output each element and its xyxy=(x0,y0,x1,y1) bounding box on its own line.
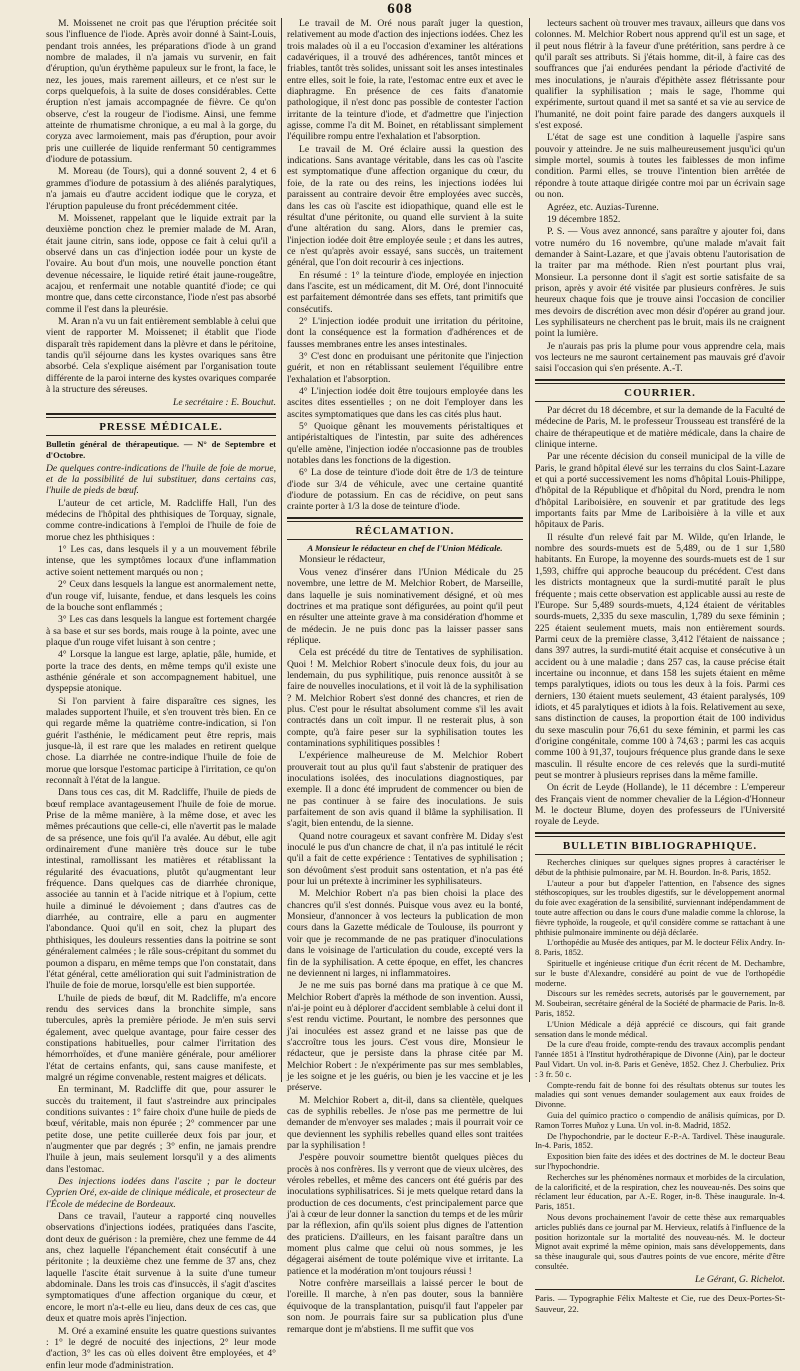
paragraph: 19 décembre 1852. xyxy=(547,213,621,225)
paragraph: 4° L'injection iodée doit être toujours employée dans les ascites dites essentielles ; on ne doit l'employer dans les ascites symptomatiques que dans les cas cités plus haut. xyxy=(287,386,523,420)
column-right xyxy=(535,18,785,1315)
section-title-bibliography: BULLETIN BIBLIOGRAPHIQUE. xyxy=(535,840,785,855)
paragraph: lecteurs sachent où trouver mes travaux, ailleurs que dans vos colonnes. M. Melchior Robert nous apprend qu'il est un sage, et il peut nous flétrir à la faveur d'une prétérition, sans perdre à ce qu'il paraît ses attributs. Si j'étais homme, dit-il, à faire cas des souffrances que j'ai endurées pendant la période d'activité de mes inoculations, je n'aurais d'épithète assez flétrissante pour qualifier la syphilisation ; mais le sage, l'homme qui expérimente, surtout quand il met sa santé et sa vie au service de l'humanité, ne doit point faire parade des dangers auxquels il s'est exposé. xyxy=(535,18,785,132)
paragraph: M. Oré a examiné ensuite les quatre questions suivantes : 1° le degré de nocuité des injections, 2° leur mode d'action, 3° les cas où elles doivent être employées, et 4° enfin leur mode d'administration. xyxy=(46,1325,276,1371)
page-number: 608 xyxy=(387,1,413,17)
paragraph: Guia del químico practico o compendio de análisis químicas, por D. Ramon Torres Muñoz y Luna. Un vol. in-8. Madrid, 1852. xyxy=(535,1110,785,1130)
paragraph: Dans tous ces cas, dit M. Radcliffe, l'huile de pieds de bœuf remplace avantageusement l'huile de foie de morue. Prise de la même manière, à la même dose, et avec les mêmes précautions que celle-ci, elle n'avertit pas le malade de sa présence, une fois qu'il l'a avalée. Au début, elle agit ordinairement d'une manière très douce sur le tube intestinal, ramollissant les matières et rétablissant la régularité des évacuations, plutôt qu'augmentant leur fréquence. Dans quelques cas de diarrhée chronique, associée au tannin et à l'acide nitrique et à l'opium, cette huile a diminué le dévoiement ; dans d'autres cas de diarrhée, au contraire, elle a paru en augmenter l'abondance. Quoi qu'il en soit, chez la plupart des phthisiques, les douleurs ressenties dans la poitrine se sont généralement calmées ; le râle sous-crépitant du sommet du poumon a disparu, en même temps que l'on constatait, dans l'état général, cette amélioration qui suit l'administration de l'huile de foie de morue, lorsqu'elle est bien supportée. xyxy=(46,787,276,992)
paragraph: Nous devons prochainement l'avoir de cette thèse aux remarquables articles publiés dans ce journal par M. Hervieux, relatifs à l'influence de la position horizontale sur la mortalité des nouveau-nés. M. le docteur Mignot avait exprimé la même opinion, mais sans développements, dans sa thèse inaugurale qui, sous d'autres points de vue encore, mérite d'être consultée. xyxy=(535,1212,785,1271)
section-divider xyxy=(46,413,276,418)
letter-continuation xyxy=(535,18,785,375)
paragraph: 6° La dose de teinture d'iode doit être de 1/3 de teinture d'iode sur 3/4 de véhicule, avec une certaine quantité d'iodure de potassium. En cas de récidive, on peut sans crainte porter à 1/3 la dose de teinture d'iode. xyxy=(287,467,523,513)
letter-body xyxy=(287,567,523,1335)
paragraph: Spirituelle et ingénieuse critique d'un écrit récent de M. Dechambre, sur le buste d'Alexandre, considéré au point de vue de l'orthopédie moderne. xyxy=(535,959,785,988)
column-left xyxy=(46,18,276,1371)
paragraph: L'auteur a pour but d'appeler l'attention, en l'absence des signes stéthoscopiques, sur les troubles digestifs, sur le développement anormal du foie avec exagération de la sensibilité, surviennant indépendamment de toute autre affection ou dans le cours d'une maladie comme la chlorose, la fièvre typhoïde, la rougeole, et qu'il considère comme se rattachant à une phthisie pulmonaire imminente ou déjà déclarée. xyxy=(535,878,785,937)
paragraph: Par une récente décision du conseil municipal de la ville de Paris, le grand hôpital élevé sur les terrains du clos Saint-Lazare et qui a porté successivement les noms d'hôpital Louis-Philippe, d'hôpital de la République et d'hôpital du Nord, prendra le nom d'hôpital Lariboisière, en souvenir et par gratitude des legs importants faits par Mme de Lariboisière à la ville et aux hôpitaux de Paris. xyxy=(535,451,785,531)
section-title-presse: PRESSE MÉDICALE. xyxy=(46,421,276,436)
paragraph: M. Melchior Robert n'a pas bien choisi la place des chancres qu'il s'est donnés. Puisque vous avez eu la bonté, Monsieur, d'annoncer à vos lecteurs la publication de mon cours dans la Gazette médicale de Toulouse, ils pourront y voir que je recommande de ne pas pratiquer d'inoculations dans le voisinage de l'articulation du coude, excepté vers la fin de la syphilisation. A cette époque, en effet, les chancres ne deviennent ni larges, ni inflammatoires. xyxy=(287,888,523,979)
paragraph: Dans ce travail, l'auteur a rapporté cinq nouvelles observations d'injections iodées, pratiquées dans l'ascite, dont deux de guérison : la première, chez une femme de 44 ans, chez laquelle l'épanchement était consécutif à une péritonite ; la deuxième chez une femme de 37 ans, chez laquelle l'ascite était survenue à la suite d'une tumeur abdominale. Dans les trois cas d'insuccès, il s'agit d'ascites symptomatiques d'une affection organique du cœur, et encore, le mort n'a-t-elle eu lieu, dans deux de ces cas, que deux et quatre mois après l'injection. xyxy=(46,1211,276,1325)
paragraph: 2° Ceux dans lesquels la langue est anormalement nette, d'un rouge vif, luisante, fendue, et dans lesquels les coins de la bouche sont enflammés ; xyxy=(46,579,276,613)
secretary-signature: Le secrétaire : E. Bouchut. xyxy=(172,397,276,409)
printer-imprint: Paris. — Typographie Félix Malteste et Cie, rue des Deux-Portes-St-Sauveur, 22. xyxy=(535,1289,785,1316)
article-body xyxy=(46,498,276,1175)
paragraph: M. Moissenet, rappelant que le liquide extrait par la deuxième ponction chez le premier malade de M. Aran, était jaune citrin, sans iode, oppose ce fait à celui qu'il a observé dans un cas d'injection iodée pour un kyste de l'ovaire. Au bout d'un mois, une nouvelle ponction étant devenue nécessaire, le liquide retiré était jaune-rougeâtre, acajou, et renfermait une notable quantité d'iode; ce qui montre que, dans cette circonstance, l'iode n'est pas absorbé comme il l'est dans la pleurésie. xyxy=(46,212,276,315)
paragraph: L'auteur de cet article, M. Radcliffe Hall, l'un des médecins de l'hôpital des phthisiques de Torquay, signale, comme contre-indications à l'emploi de l'huile de foie de morue chez les phthisiques : xyxy=(46,497,276,543)
section-divider xyxy=(287,517,523,522)
bulletin-subtitle: De quelques contre-indications de l'huile de foie de morue, et de la possibilité de lui substituer, dans certains cas, l'huile de pieds de bœuf. xyxy=(46,462,276,497)
paragraph: Notre confrère marseillais a laissé percer le bout de l'oreille. Il marche, à n'en pas douter, sous la bannière équivoque de la transplantation, puisqu'il faut l'appeler par son nom. Je pourrais faire sur sa publication plus d'une remarque dont je m'abstiens. Il me suffit que vos xyxy=(287,1278,523,1335)
paragraph: Le travail de M. Oré nous paraît juger la question, relativement au mode d'action des injections iodées. Chez les trois malades où il a eu l'occasion d'examiner les altérations cadavériques, il a trouvé des adhérences, tantôt minces et friables, tantôt très solides, unissant soit les anses intestinales entre elles, soit le foie, la rate, l'estomac entre eux et avec le diaphragme. En présence de ces faits d'anatomie pathologique, il n'est donc pas possible de contester l'action irritante de la teinture d'iode, et d'admettre que l'injection agisse, comme l'a dit M. Boinet, en rétablissant simplement l'équilibre rompu entre l'exhalation et l'absorption. xyxy=(287,18,523,143)
paragraph: Vous venez d'insérer dans l'Union Médicale du 25 novembre, une lettre de M. Melchior Robert, de Marseille, dans laquelle je suis nominativement désigné, et où mes doctrines et ma pratique sont défigurées, au point qu'il peut en résulter une atteinte grave à ma considération d'homme et de médecin. Je ne puis donc pas la laisser passer sans réplique. xyxy=(287,566,523,646)
paragraph: 1° Les cas, dans lesquels il y a un mouvement fébrile intense, que les symptômes locaux d'une inflammation active soient nettement marqués ou non ; xyxy=(46,544,276,578)
paragraph: De la cure d'eau froide, compte-rendu des travaux accomplis pendant l'année 1851 à l'Institut hydrothérapique de Divonne (Ain), par le docteur Paul Vidart. Un vol. in-8. Paris et Genève, 1852. Chez J. Cherbuliez. Prix : 3 fr. 50 c. xyxy=(535,1040,785,1079)
bulletin-head: Bulletin général de thérapeutique. — N° de Septembre et d'Octobre. xyxy=(46,439,276,461)
paragraph: P. S. — Vous avez annoncé, sans paraître y ajouter foi, dans votre numéro du 16 novembre, qu'une malade m'avait fait demander à Saint-Lazare, et que j'avais obtenu l'autorisation de la traiter par ma méthode. Rien n'est pourtant plus vrai, Monsieur. La personne dont il s'agit est sortie satisfaite de sa prison, après y avoir été visitée par plusieurs confrères. Je suis heureux chaque fois que je trouve ainsi l'occasion de concilier mes devoirs de discrétion avec mon désir d'opérer au grand jour. Les syphilisateurs ne cherchent pas le bruit, mais ils ne craignent point la lumière. xyxy=(535,226,785,340)
paragraph: L'orthopédie au Musée des antiques, par M. le docteur Félix Andry. In-8. Paris, 1852. xyxy=(535,938,785,958)
paragraph: L'état de sage est une condition à laquelle j'aspire sans pouvoir y atteindre. Je ne suis malheureusement jusqu'ici qu'un simple mortel, soumis à toutes les faiblesses de mon infime condition. Parmi elles, se trouve l'intention bien arrêtée de répondre à toute attaque dirigée contre moi par un écrivain sage ou non. xyxy=(535,132,785,201)
injections-title: Des injections iodées dans l'ascite ; par le docteur Cyprien Oré, ex-aide de clinique médicale, et prosecteur de l'École de médecine de Bordeaux. xyxy=(46,1176,276,1210)
section-title-courrier: COURRIER. xyxy=(535,387,785,402)
paragraph: Il résulte d'un relevé fait par M. Wilde, qu'en Irlande, le nombre des sourds-muets est de 5,489, ou de 1 sur 1,580 habitants. En Europe, la moyenne des sourds-muets est de 1 sur 1,593, chiffre qui approche beaucoup du précédent. C'est dans les districts montagneux que la surdi-mutité paraît le plus fréquente ; mais cette observation est applicable aussi au reste de l'Europe. Sur 5,489 sourds-muets, 4,124 étaient de véritables sourds-muets, 2,335 du sexe masculin, 1,789 du sexe féminin ; 225 étaient seulement muets, mais non entièrement sourds. Parmi ceux de la première classe, 3,412 l'étaient de naissance ; dans 397 autres, la surdi-mutité était acquise et consécutive à un accident ou à une maladie ; dans 257 cas, la cause précise était incertaine ou inconnue, et dans 158 les sujets étaient en même temps paralytiques, idiots ou tous les deux à la fois. Parmi ces derniers, 130 étaient muets seulement, 43 étaient paralysés, 109 idiots, et 45 paralytiques et idiots à la fois. Relativement au sexe, sans distinction de causes, la proportion était de 100 individus du sexe masculin pour 76,61 du sexe féminin, et parmi les cas d'origine congénitale, comme 100 à 74,63 ; parmi les cas acquis comme 100 à 91,37, toujours fréquence plus grande dans le sexe masculin. Il résulte encore de ces relevés que la surdi-mutité peut se montrer à plusieurs reprises dans la même famille. xyxy=(535,531,785,781)
paragraph: 4° Lorsque la langue est large, aplatie, pâle, humide, et porte la trace des dents, en même temps qu'il existe une asthénie générale et son accompagnement habituel, une dyspepsie atonique. xyxy=(46,649,276,695)
paragraph: Compte-rendu fait de bonne foi des résultats obtenus sur toutes les maladies qui sont venues demander soulagement aux eaux froides de Divonne. xyxy=(535,1080,785,1110)
paragraph: Cela est précédé du titre de Tentatives de syphilisation. Quoi ! M. Melchior Robert s'inocule deux fois, du jour au lendemain, du pus syphilitique, puis renonce aussitôt à se faire de nouvelles inoculations, et il voit là de la syphilisation ? M. Melchior Robert s'est donné des chancres, et rien de plus. C'est pour le résultat absolument comme s'il les avait contractés dans un coït impur. Il ne resterait plus, à son compte, qu'à faire peser sur la syphilisation toutes les contaminations syphilitiques possibles ! xyxy=(287,647,523,749)
bibliography-list xyxy=(535,858,785,1272)
paragraph: Quand notre courageux et savant confrère M. Diday s'est inoculé le pus d'un chancre de chat, il n'a pas intitulé le récit qu'il a fait de cette expérience : Tentatives de syphilisation ; son dévoûment s'est produit sans ostentation, et n'a pas été pour lui un prétexte à incriminer les syphilisateurs. xyxy=(287,830,523,888)
paragraph: M. Moreau (de Tours), qui a donné souvent 2, 4 et 6 grammes d'iodure de potassium à des aliénés paralytiques, n'a jamais eu d'autre accident iodique que le coryza, et l'éruption papuleuse du front précédemment citée. xyxy=(46,166,276,212)
paragraph: 3° C'est donc en produisant une péritonite que l'injection guérit, et non en rétablissant seulement l'équilibre entre l'exhalation et l'absorption. xyxy=(287,350,523,385)
paragraph: Recherches sur les phénomènes normaux et morbides de la circulation, de la calorificité, et de la respiration, chez les nouveau-nés. Des soins que réclament leur éducation, par A.-E. Roger, in-8. Thèse inaugurale. In-4. Paris, 1851. xyxy=(535,1172,785,1212)
paragraph: Je ne me suis pas borné dans ma pratique à ce que M. Melchior Robert d'après la méthode de son invention. Aussi, n'ai-je point eu à déplorer d'accident semblable à celui dont il s'est rendu victime. Pourtant, le nombre des personnes que j'ai inoculées est assez grand et ne laisse pas que de s'accroître tous les jours. C'est vous dire, Monsieur le rédacteur, que je persiste dans la phrase citée par M. Melchior Robert : Je n'expérimente pas sur mes semblables, je les soigne et je les guéris, ou bien je les vaccine et je les préserve. xyxy=(287,980,523,1094)
paragraph: M. Melchior Robert a, dit-il, dans sa clientèle, quelques cas de syphilis rebelles. Je n'ose pas me permettre de lui demander de m'envoyer ses malades ; mais il pourrait voir ce que deviennent les syphilis rebelles quand elles sont traitées par la syphilisation ! xyxy=(287,1094,523,1151)
paragraph: L'Union Médicale a déjà apprécié ce discours, qui fait grande sensation dans le monde médical. xyxy=(535,1019,785,1039)
paragraph: Je n'aurais pas pris la plume pour vous apprendre cela, mais vos lecteurs ne me sauront certainement pas mauvais gré d'avoir saisi l'occasion qui s'en présente. A.-T. xyxy=(535,340,785,375)
paragraph: Recherches cliniques sur quelques signes propres à caractériser le début de la phthisie pulmonaire, par M. H. Bourdon. In-8. Paris, 1852. xyxy=(535,858,785,877)
paragraph: 5° Quoique gênant les mouvements péristaltiques et antipéristaltiques de l'intestin, par suite des adhérences qu'elle amène, l'injection iodée n'occasionne pas de troubles notables dans les fonctions de la digestion. xyxy=(287,421,523,467)
courrier-body xyxy=(535,405,785,828)
gerant-signature: Le Gérant, G. Richelot. xyxy=(694,1273,785,1285)
column-divider xyxy=(281,18,282,1082)
paragraph: Le travail de M. Oré éclaire aussi la question des indications. Sans avantage véritable, dans les cas où l'ascite est symptomatique d'une affection organique du cœur, du foie, de la rate ou des reins, les injections iodées lui paraissent au contraire devoir être employées avec succès, dans les cas où l'ascite est idiopathique, quand elle est le résultat d'une péritonite, ou quand elle survient à la suite d'une altération du sang. Alors, dans le premier cas, l'injection iodée doit être employée seule ; et dans les autres, ce n'est qu'après avoir essayé, sans succès, un traitement général, que l'on doit recourir à ces injections. xyxy=(287,143,523,269)
letter-salutation: Monsieur le rédacteur, xyxy=(299,554,386,566)
paragraph: 3° Les cas dans lesquels la langue est fortement chargée à sa base et sur ses bords, mais rouge à la pointe, avec une plaque d'un rouge vifet luisant à son centre ; xyxy=(46,614,276,648)
paragraph: J'espère pouvoir soumettre bientôt quelques pièces du procès à nos confrères. Ils y verront que de vieux ulcères, des véroles rebelles, et même des cancers ont été guéris par des inoculations syphilisatrices. Si je mets quelque retard dans la production de ces documents, c'est principalement parce que j'ai à cœur de leur donner la sanction du temps et de les mûrir par la réflexion, afin qu'ils soient plus dignes de l'attention des praticiens. D'ailleurs, en les faisant paraître dans un moment plus calme que celui où nous sommes, je les dégagerai aisément de toute polémique vive et irritante. La patience et la modération m'ont toujours réussi ! xyxy=(287,1152,523,1277)
column-divider xyxy=(529,18,530,1082)
paragraph: On écrit de Leyde (Hollande), le 11 décembre : L'empereur des Français vient de nommer chevalier de la Légion-d'Honneur M. le docteur Blume, doyen des professeurs de l'Université royale de Leyde. xyxy=(535,782,785,828)
paragraph: En terminant, M. Radcliffe dit que, pour assurer le succès du traitement, il faut s'astreindre aux principales conditions suivantes : 1° faire choix d'une huile de pieds de bœuf, véritable, mais non épurée ; 2° commencer par une petite dose, une petite cuillerée deux fois par jour, et n'augmenter que par degrés ; 3° enfin, ne jamais prendre l'huile à jeun, mais seulement lorsqu'il y a des aliments dans l'estomac. xyxy=(46,1084,276,1175)
paragraph: Exposition bien faite des idées et des doctrines de M. le docteur Beau sur l'hypochondrie. xyxy=(535,1152,785,1171)
society-report xyxy=(46,18,276,395)
paragraph: Agréez, etc. Auzias-Turenne. xyxy=(547,201,659,213)
paragraph: L'huile de pieds de bœuf, dit M. Radcliffe, m'a encore rendu des services dans la bronchite simple, sans tubercules, après la première période. Je m'en suis servi également, avec quelque avantage, pour faire cesser des constipations habituelles, pour calmer l'irritation des hémorrhoïdes, et d'une manière générale, pour améliorer l'état de certains enfants, qui, sans cause manifeste, et malgré un régime convenable, restent maigres et délicats. xyxy=(46,992,276,1083)
paragraph: L'expérience malheureuse de M. Melchior Robert prouverait tout au plus qu'il faut s'abstenir de pratiquer des inoculations isolées, des inoculations diagnostiques, par exemple. Il a donc été imprudent de commencer ou bien de ne pas continuer à se faire des inoculations. Je suis parfaitement de son avis quand il blâme la syphilisation. Il s'agit, bien entendu, de la sienne. xyxy=(287,750,523,830)
paragraph: Si l'on parvient à faire disparaître ces signes, les malades supportent l'huile, et s'en trouvent très bien. En ce qui regarde même la quatrième contre-indication, si l'on guérit l'asthénie, le médicament peut être repris, mais jusque-là, il est rare que les malades en retirent quelque chose. La diarrhée ne contre-indique l'huile de foie de morue que lorsque l'estomac participe à l'irritation, ce qu'on reconnaît à l'état de la langue. xyxy=(46,695,276,786)
section-divider xyxy=(535,832,785,837)
letter-address: A Monsieur le rédacteur en chef de l'Union Médicale. xyxy=(307,543,503,554)
paragraph: Discours sur les remèdes secrets, autorisés par le gouvernement, par M. Soubeiran, secrétaire général de la Société de pharmacie de Paris. In-8. Paris, 1852. xyxy=(535,989,785,1019)
section-divider xyxy=(535,379,785,384)
article-body xyxy=(46,1211,276,1371)
paragraph: 2° L'injection iodée produit une irritation du péritoine, dont la conséquence est la formation d'adhérences et de fausses membranes entre les anses intestinales. xyxy=(287,315,523,350)
paragraph: M. Moissenet ne croit pas que l'éruption précitée soit sous l'influence de l'iode. Après avoir donné à Saint-Louis, pendant trois années, les préparations d'iode à un grand nombre de malades, il n'a jamais vu survenir, en fait d'éruption, qu'un érythème papuleux sur le front, la face, le nez, les joues, mais rarement ailleurs, et ce n'est sur le corps quelquefois, à la suite de doses considérables. Cette éruption n'est jamais accompagnée de fièvre. Ce qu'on observe, c'est la rougeur de l'iodisme. Ainsi, une femme atteinte de rhumatisme chronique, a eu mal à la gorge, du coryza avec larmoiement, mais pas d'éruption, pour avoir pris une cuillerée de liquide renfermant 50 centigrammes d'iodure de potassium. xyxy=(46,18,276,166)
paragraph: M. Aran n'a vu un fait entièrement semblable à celui que vient de rapporter M. Moissenet; il établit que l'iode disparaît très rapidement dans la plèvre et dans le péritoine, tandis qu'il séjourne dans les kystes ovariques sans être absorbé. Cela s'explique aisément par l'organisation toute différente de la paroi interne des kystes ovariques comparée à la structure des séreuses. xyxy=(46,315,276,395)
paragraph: Par décret du 18 décembre, et sur la demande de la Faculté de médecine de Paris, M. le professeur Trousseau est transféré de la chaire de thérapeutique et de matière médicale, dans la chaire de clinique interne. xyxy=(535,405,785,451)
section-title-reclamation: RÉCLAMATION. xyxy=(287,525,523,540)
article-body xyxy=(287,18,523,513)
paragraph: En résumé : 1° la teinture d'iode, employée en injection dans l'ascite, est un médicament, dit M. Oré, dont l'innocuité est parfaitement démontrée dans ses effets, tant primitifs que consécutifs. xyxy=(287,269,523,315)
paragraph: De l'hypochondrie, par le docteur F.-P.-A. Tardivel. Thèse inaugurale. In-4. Paris, 1852. xyxy=(535,1131,785,1151)
column-middle xyxy=(287,18,523,1335)
